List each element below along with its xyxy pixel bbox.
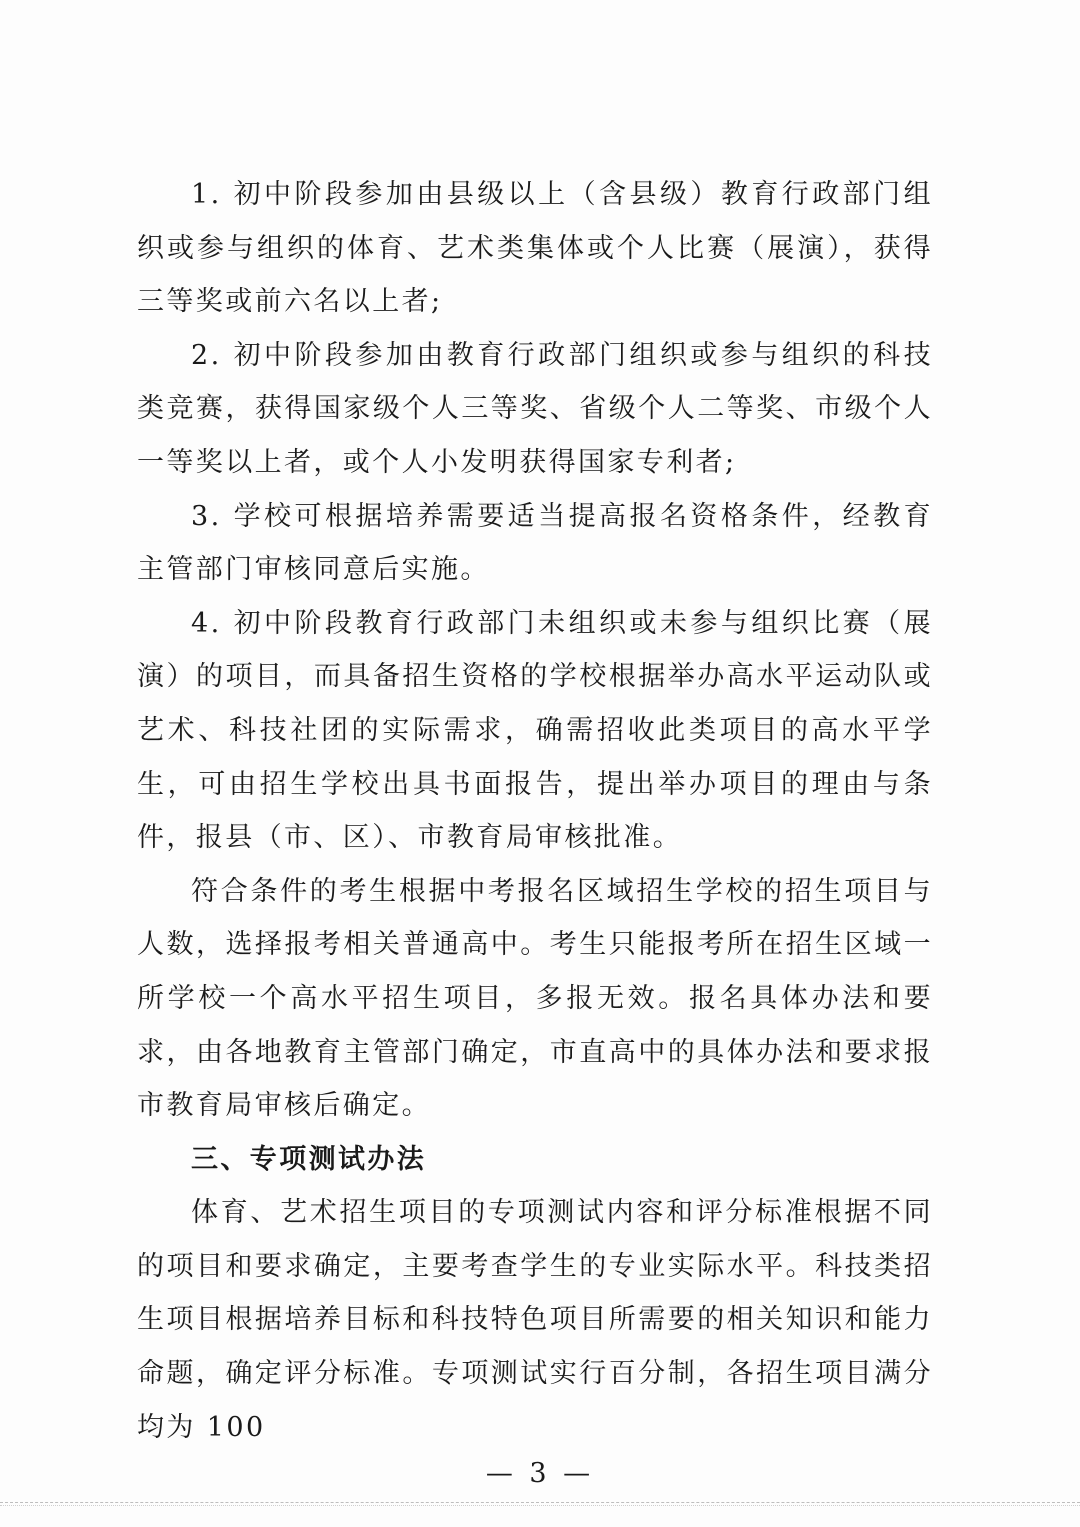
paragraph-item-1: 1. 初中阶段参加由县级以上（含县级）教育行政部门组织或参与组织的体育、艺术类集体或个人比赛（展演），获得三等奖或前六名以上者; (137, 179, 933, 318)
scan-edge-line (0, 1502, 1080, 1503)
section-heading: 三、专项测试办法 (191, 1143, 427, 1175)
document-body (137, 168, 933, 1454)
paragraph-item-4: 4. 初中阶段教育行政部门未组织或未参与组织比赛（展演）的项目，而具备招生资格的学校根据举办高水平运动队或艺术、科技社团的实际需求，确需招收此类项目的高水平学生，可由招生学校出具书面报告，提出举办项目的理由与条件，报县（市、区）、市教育局审核批准。 (137, 607, 933, 854)
page-number: — 3 — (485, 1458, 595, 1489)
paragraph-eligibility: 符合条件的考生根据中考报名区域招生学校的招生项目与人数，选择报考相关普通高中。考生只能报考所在招生区域一所学校一个高水平招生项目，多报无效。报名具体办法和要求，由各地教育主管部门确定，市直高中的具体办法和要求报市教育局审核后确定。 (137, 875, 933, 1122)
paragraph-item-3: 3. 学校可根据培养需要适当提高报名资格条件，经教育主管部门审核同意后实施。 (137, 500, 933, 586)
paragraph-item-2: 2. 初中阶段参加由教育行政部门组织或参与组织的科技类竞赛，获得国家级个人三等奖、省级个人二等奖、市级个人一等奖以上者，或个人小发明获得国家专利者; (137, 339, 933, 478)
paragraph-testing-method: 体育、艺术招生项目的专项测试内容和评分标准根据不同的项目和要求确定，主要考查学生的专业实际水平。科技类招生项目根据培养目标和科技特色项目所需要的相关知识和能力命题，确定评分标准。专项测试实行百分制，各招生项目满分均为 100 (137, 1197, 933, 1443)
scan-edge-line-secondary (0, 1505, 1080, 1506)
